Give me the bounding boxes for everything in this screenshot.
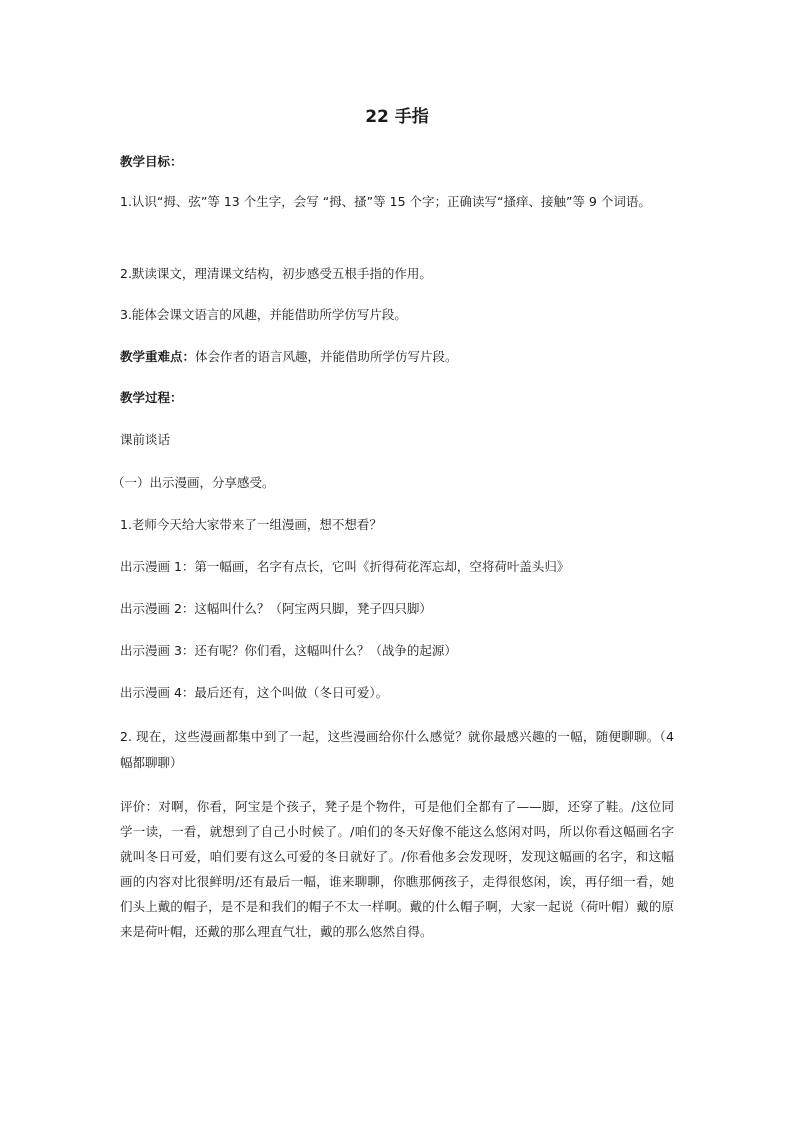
objective-1: 1.认识“拇、弦”等 13 个生字，会写 “拇、搔”等 15 个字；正确读写“搔痒、接触”等 9 个词语。 xyxy=(120,194,651,209)
objective-3: 3.能体会课文语言的风趣，并能借助所学仿写片段。 xyxy=(120,307,407,322)
pre-class-talk: 课前谈话 xyxy=(120,432,171,447)
key-points-text: 体会作者的语言风趣，并能借助所学仿写片段。 xyxy=(195,349,458,364)
step-two: 2. 现在，这些漫画都集中到了一起，这些漫画给你什么感觉？就你最感兴趣的一幅，随便聊聊。（4 幅都聊聊） xyxy=(120,729,674,770)
objectives-heading: 教学目标： xyxy=(120,154,183,169)
key-points-label: 教学重难点： xyxy=(120,349,196,364)
objective-2: 2.默读课文，理清课文结构，初步感受五根手指的作用。 xyxy=(120,266,432,281)
comic-three: 出示漫画 3：还有呢？你们看，这幅叫什么？（战争的起源） xyxy=(120,643,457,658)
comic-two: 出示漫画 2：这幅叫什么？（阿宝两只脚，凳子四只脚） xyxy=(120,601,432,616)
teacher-comment: 评价：对啊，你看，阿宝是个孩子，凳子是个物件，可是他们全都有了——脚，还穿了鞋。/这位同学一读，一看，就想到了自己小时候了。/咱们的冬天好像不能这么悠闲对吗，所以你看这幅画名字就叫冬日可爱，咱们要有这么可爱的冬日就好了。/你看他多会发现呀，发现这幅画的名字，和这幅画的内容对比很鲜明/还有最后一幅，谁来聊聊，你瞧那俩孩子，走得很悠闲，诶，再仔细一看，她们头上戴的帽子，是不是和我们的帽子不太一样啊。戴的什么帽子啊，大家一起说（荷叶帽）戴的原来是荷叶帽，还戴的那么理直气壮，戴的那么悠然自得。 xyxy=(120,799,674,939)
key-points xyxy=(120,347,674,367)
comic-four: 出示漫画 4：最后还有，这个叫做（冬日可爱）。 xyxy=(120,685,389,700)
comic-one: 出示漫画 1：第一幅画，名字有点长，它叫《折得荷花浑忘却，空将荷叶盖头归》 xyxy=(120,559,570,574)
page-title: 22 手指 xyxy=(365,107,429,127)
step-one: 1.老师今天给大家带来了一组漫画，想不想看？ xyxy=(120,517,382,532)
process-heading: 教学过程： xyxy=(120,390,183,405)
section-one-heading: （一）出示漫画，分享感受。 xyxy=(112,475,275,490)
